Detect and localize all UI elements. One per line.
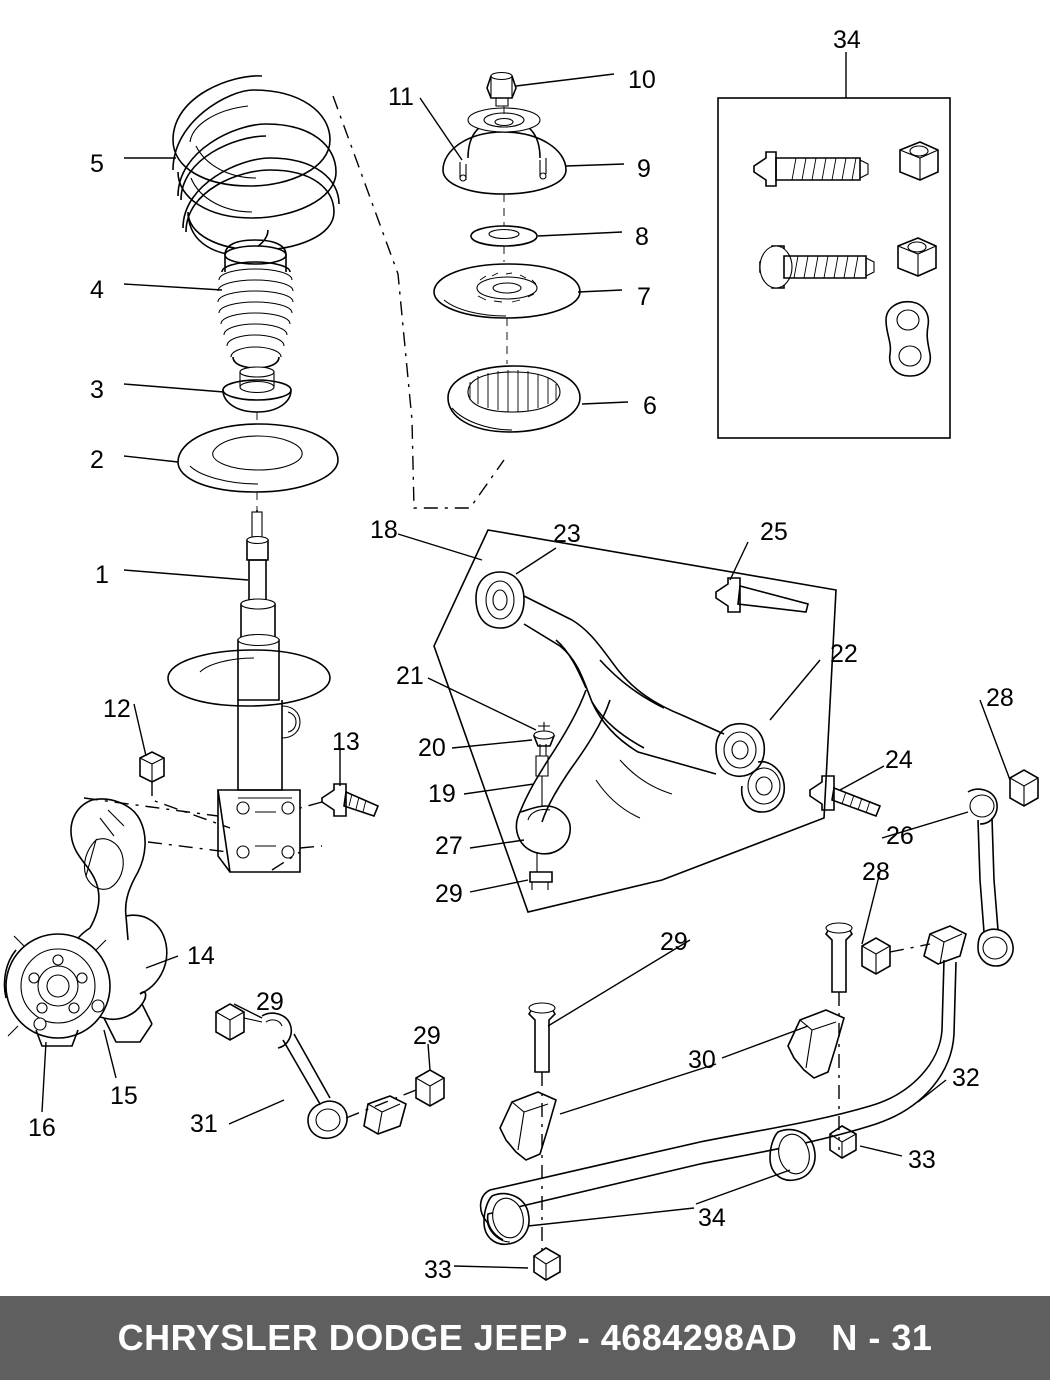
callout-21: 19 [428,780,456,808]
callout-30: 29 [660,928,688,956]
callout-7: 7 [637,283,651,311]
part-stabilizer-link-left [216,1004,444,1138]
callout-16: 16 [28,1114,56,1142]
callout-28-right: 26 [886,822,914,850]
callout-13: 13 [332,728,360,756]
callout-1: 1 [95,561,109,589]
callout-23: 21 [396,662,424,690]
part-upper-spring-seat [448,366,580,432]
part-strut-assembly [168,510,330,872]
part-bearing-plate [434,264,580,318]
callout-33: 32 [952,1064,980,1092]
callout-26: 24 [885,746,913,774]
callout-24: 22 [830,640,858,668]
callout-35: 34 [833,26,861,54]
callout-14: 14 [187,942,215,970]
footer-caption [118,1317,933,1359]
callout-29-c: 29 [256,988,284,1016]
callout-15: 15 [110,1082,138,1110]
part-steering-knuckle [4,799,166,1046]
callout-22: 20 [418,734,446,762]
callout-18: 18 [370,516,398,544]
callout-12: 12 [103,695,131,723]
part-control-arm-bolt [810,776,880,816]
footer-page-code: N - 31 [831,1317,933,1358]
part-strut-upper-mount [443,108,566,194]
callout-6: 6 [643,392,657,420]
footer-bar [0,1296,1050,1380]
callout-29-d: 29 [413,1022,441,1050]
footer-brands: CHRYSLER DODGE JEEP - 4684298AD [117,1317,798,1358]
part-strut-mount-nut [487,73,516,107]
callout-27: 25 [760,518,788,546]
callout-32: 34 [698,1204,726,1232]
part-strut-knuckle-hardware [84,752,378,870]
callout-29-a: 28 [986,684,1014,712]
callout-19: 27 [435,832,463,860]
callout-9: 9 [637,155,651,183]
callout-5: 5 [90,150,104,178]
callout-8: 8 [635,223,649,251]
callout-31: 30 [688,1046,716,1074]
callout-3: 3 [90,376,104,404]
inset-cam-bolt-kit [718,52,950,438]
callout-28-left: 31 [190,1110,218,1138]
callout-10: 10 [628,66,656,94]
callout-4: 4 [90,276,104,304]
part-mount-washer [471,226,537,246]
callout-25: 23 [553,520,581,548]
callout-20: 29 [435,880,463,908]
callout-34-left: 33 [424,1256,452,1284]
part-lower-control-arm [476,572,784,890]
callout-2: 2 [90,446,104,474]
part-jounce-retainer [223,367,291,412]
callout-11: 11 [388,83,414,111]
part-dust-boot [218,240,293,368]
part-coil-spring [173,76,339,256]
callout-34-right: 33 [908,1146,936,1174]
callout-29-b: 28 [862,858,890,886]
part-lower-spring-seat [178,424,338,492]
